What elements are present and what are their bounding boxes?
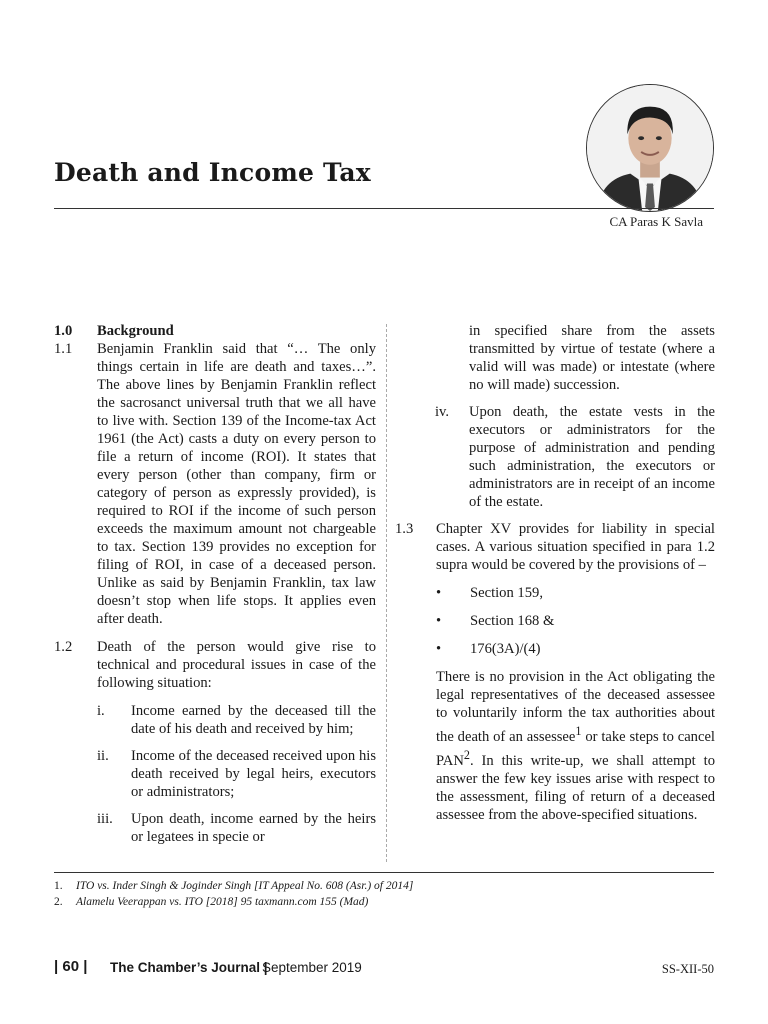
page-footer — [54, 958, 714, 980]
section-text: Benjamin Franklin said that “… The only things certain in life are death and taxes…”. The above lines by Benjamin Franklin reflect the sacrosanct universal truth that we all have to live with. Section 139 of the Income-tax Act 1961 (the Act) casts a duty on every person to file a return of income (ROI). It states that every person (other than company, firm or category of person as expressly provided), is required to ROI if the income of such person exceeds the maximum amount not chargeable to tax. Section 139 provides no exception for filing of ROI, in case of a deceased person. Unlike as said by Benjamin Franklin, tax law doesn’t stop when life stops. It applies even after death. — [97, 341, 376, 627]
footnote — [54, 878, 413, 894]
footnote-text: Alamelu Veerappan vs. ITO [2018] 95 taxmann.com 155 (Mad) — [76, 896, 369, 908]
bullet-text: Section 168 & — [470, 613, 555, 629]
left-column — [54, 322, 376, 855]
page-number: | 60 | — [54, 958, 88, 975]
list-item-continuation: in specified share from the assets transmitted by virtue of testate (where a valid will was made) or intestate (where no will made) succession. — [469, 323, 715, 393]
section-number: 1.0 — [54, 323, 73, 339]
author-portrait — [586, 84, 714, 212]
list-text: Income of the deceased received upon his death received by legal heirs, executors or administrators; — [131, 748, 376, 800]
article-title: Death and Income Tax — [54, 158, 371, 187]
list-text: Upon death, the estate vests in the executors or administrators for the purpose of administration and pending such administration, the executors or administrators are in receipt of an income of the estate. — [469, 404, 715, 510]
footnote-number: 2. — [54, 896, 63, 908]
bullet-item — [436, 612, 715, 630]
title-rule — [54, 208, 714, 209]
closing-text-b: or take steps to cancel PAN — [436, 728, 715, 769]
closing-text-c: . In this write-up, we shall attempt to answer the few key issues arise with respect to the assessment, filing of return of a deceased assessee from the above-specified situations. — [436, 752, 715, 823]
section-1-1 — [54, 340, 376, 628]
issue-date: September 2019 — [262, 960, 362, 975]
provision-list — [436, 584, 715, 658]
section-number: 1.1 — [54, 341, 73, 357]
list-item — [97, 702, 376, 738]
list-text: Income earned by the deceased till the date of his death and received by him; — [131, 703, 376, 737]
list-item — [435, 403, 715, 511]
bullet-text: Section 159, — [470, 585, 543, 601]
closing-text-a: There is no provision in the Act obligating the legal representatives of the deceased assessee to voluntarily inform the tax authorities about the death of an assessee — [436, 669, 715, 745]
list-item — [97, 810, 376, 846]
page-code: SS-XII-50 — [661, 962, 714, 976]
section-heading: Background — [97, 323, 174, 339]
section-1-2 — [54, 638, 376, 692]
journal-name: The Chamber’s Journal | — [110, 960, 268, 975]
bullet-icon: • — [436, 585, 442, 601]
footnote — [54, 894, 413, 910]
footnote-text: ITO vs. Inder Singh & Joginder Singh [IT Appeal No. 608 (Asr.) of 2014] — [76, 880, 414, 892]
closing-paragraph — [436, 668, 715, 824]
author-name: CA Paras K Savla — [609, 214, 703, 229]
list-item — [97, 747, 376, 801]
bullet-text: 176(3A)/(4) — [470, 641, 541, 657]
section-text: Chapter XV provides for liability in special cases. A various situation specified in para 1.2 supra would be covered by the provisions of – — [436, 521, 715, 573]
bullet-item — [436, 584, 715, 602]
footnotes — [54, 878, 413, 910]
section-number: 1.2 — [54, 639, 73, 655]
list-marker: ii. — [97, 748, 109, 764]
author-photo-graphic — [587, 85, 713, 211]
section-1-0 — [54, 322, 376, 340]
footnote-number: 1. — [54, 880, 63, 892]
bullet-item — [436, 640, 715, 658]
right-column — [395, 322, 715, 824]
footnote-rule — [54, 872, 714, 873]
list-marker: iii. — [97, 811, 113, 827]
section-text: Death of the person would give rise to technical and procedural issues in case of the following situation: — [97, 639, 376, 691]
footnote-ref-1[interactable]: 1 — [575, 724, 582, 738]
list-marker: iv. — [435, 404, 450, 420]
column-divider — [386, 324, 387, 862]
list-text: Upon death, income earned by the heirs or legatees in specie or — [131, 811, 376, 845]
footnote-ref-2[interactable]: 2 — [463, 747, 470, 762]
situation-list — [97, 702, 376, 846]
list-marker: i. — [97, 703, 105, 719]
bullet-icon: • — [436, 641, 442, 657]
section-number: 1.3 — [395, 521, 414, 537]
bullet-icon: • — [436, 613, 442, 629]
section-1-3 — [395, 520, 715, 574]
